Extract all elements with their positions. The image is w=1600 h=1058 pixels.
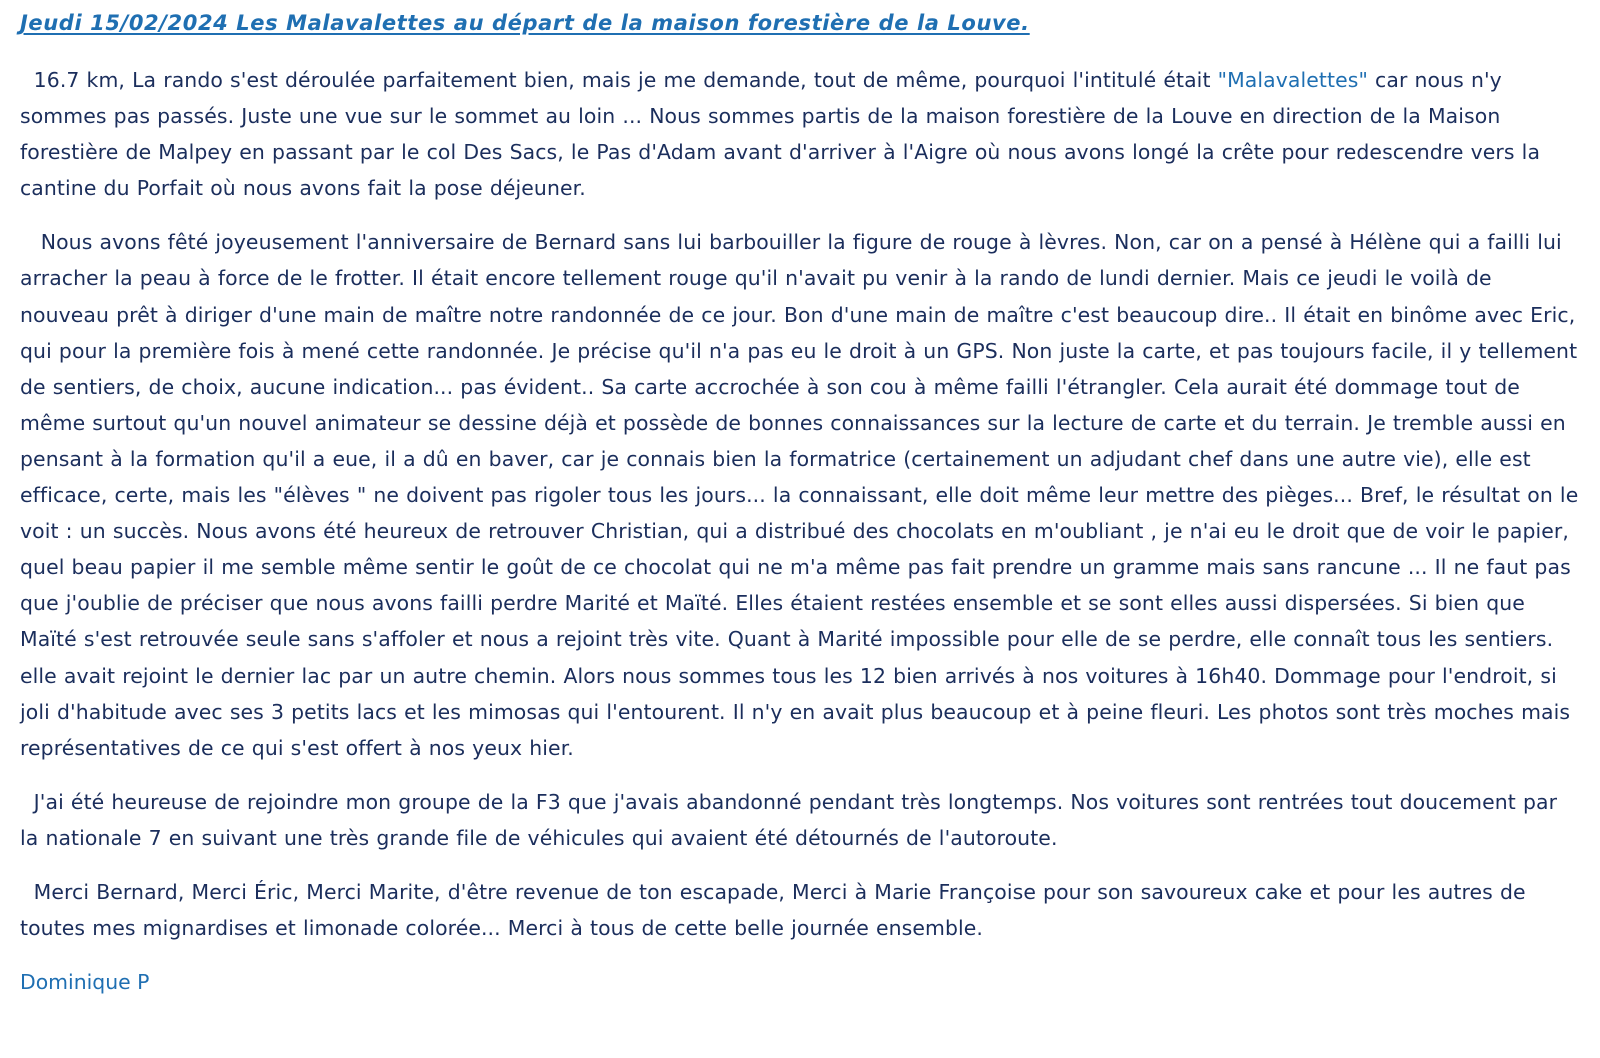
author-signature: Dominique P (20, 970, 150, 995)
paragraph-return (20, 784, 1580, 856)
highlighted-place-name: "Malavalettes" (1217, 68, 1368, 92)
paragraph-indent (20, 880, 34, 904)
paragraph-indent (20, 230, 41, 254)
paragraph-thanks (20, 874, 1580, 946)
paragraph-story (20, 224, 1580, 765)
paragraph-intro (20, 62, 1580, 206)
paragraph-indent (20, 68, 34, 92)
paragraph-return-text: J'ai été heureuse de rejoindre mon groupe de la F3 que j'avais abandonné pendant très longtemps. Nos voitures sont rentrées tout doucement par la nationale 7 en suivant une très grande file de véhicules qui avaient été détournés de l'autoroute. (20, 789, 1558, 850)
paragraph-story-text: Nous avons fêté joyeusement l'anniversaire de Bernard sans lui barbouiller la figure de rouge à lèvres. Non, car on a pensé à Hélène qui a failli lui arracher la peau à force de le frotter. Il était encore tellement rouge qu'il n'avait pu venir à la rando de lundi dernier. Mais ce jeudi le voilà de nouveau prêt à diriger d'une main de maître notre randonnée de ce jour. Bon d'une main de maître c'est beaucoup dire.. Il était en binôme avec Eric, qui pour la première fois à mené cette randonnée. Je précise qu'il n'a pas eu le droit à un GPS. Non juste la carte, et pas toujours facile, il y tellement de sentiers, de choix, aucune indication... pas évident.. Sa carte accrochée à son cou à même failli l'étrangler. Cela aurait été dommage tout de même surtout qu'un nouvel animateur se dessine déjà et possède de bonnes connaissances sur la lecture de carte et du terrain. Je tremble aussi en pensant à la formation qu'il a eue, il a dû en baver, car je connais bien la formatrice (certainement un adjudant chef dans une autre vie), elle est efficace, certe, mais les "élèves " ne doivent pas rigoler tous les jours... la connaissant, elle doit même leur mettre des pièges... Bref, le résultat on le voit : un succès. Nous avons été heureux de retrouver Christian, qui a distribué des chocolats en m'oubliant , je n'ai eu le droit que de voir le papier, quel beau papier il me semble même sentir le goût de ce chocolat qui ne m'a même pas fait prendre un gramme mais sans rancune ... Il ne faut pas que j'oublie de préciser que nous avons failli perdre Marité et Maïté. Elles étaient restées ensemble et se sont elles aussi dispersées. Si bien que Maïté s'est retrouvée seule sans s'affoler et nous a rejoint très vite. Quant à Marité impossible pour elle de se perdre, elle connaît tous les sentiers. elle avait rejoint le dernier lac par un autre chemin. Alors nous sommes tous les 12 bien arrivés à nos voitures à 16h40. Dommage pour l'endroit, si joli d'habitude avec ses 3 petits lacs et les mimosas qui l'entourent. Il n'y en avait plus beaucoup et à peine fleuri. Les photos sont très moches mais représentatives de ce qui s'est offert à nos yeux hier. (20, 230, 1579, 760)
article-title[interactable]: Jeudi 15/02/2024 Les Malavalettes au départ de la maison forestière de la Louve. (20, 11, 1030, 35)
paragraph-thanks-text: Merci Bernard, Merci Éric, Merci Marite, d'être revenue de ton escapade, Merci à Marie Françoise pour son savoureux cake et pour les autres de toutes mes mignardises et limonade colorée... Merci à tous de cette belle journée ensemble. (20, 879, 1526, 941)
paragraph-intro-end: car nous n'y sommes pas passés. Juste une vue sur le sommet au loin ... Nous sommes partis de la maison forestière de la Louve en direction de la Maison forestière de Malpey en passant par le col Des Sacs, le Pas d'Adam avant d'arriver à l'Aigre où nous avons longé la crête pour redescendre vers la cantine du Porfait où nous avons fait la pose déjeuner. (20, 68, 1541, 201)
paragraph-indent (20, 790, 34, 814)
paragraph-intro-start: 16.7 km, La rando s'est déroulée parfaitement bien, mais je me demande, tout de même, pourquoi l'intitulé était (33, 68, 1218, 92)
